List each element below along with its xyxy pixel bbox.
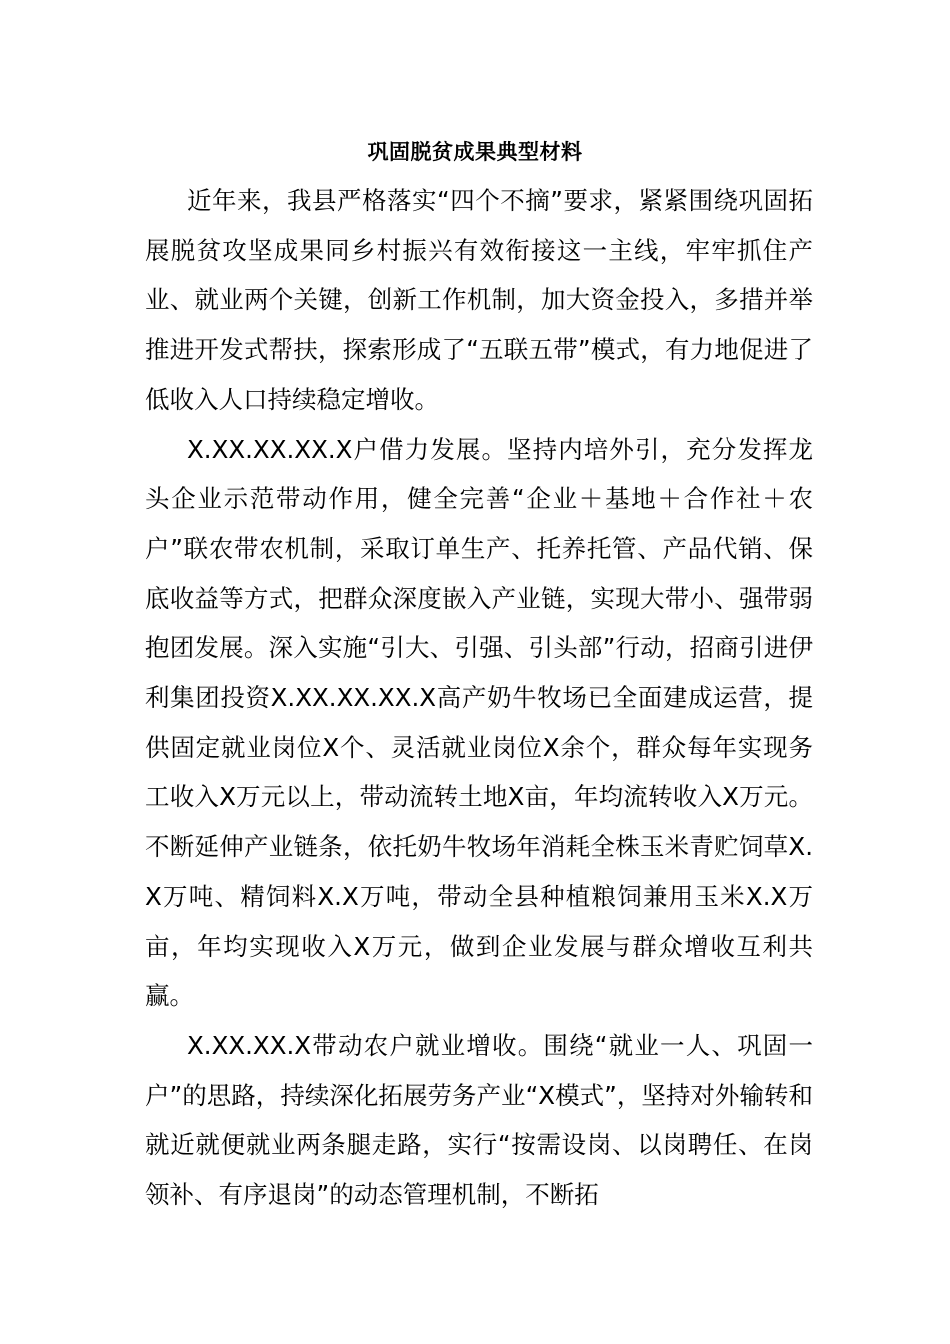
document-body [145, 176, 813, 1220]
paragraph-intro: 近年来，我县严格落实“四个不摘”要求，紧紧围绕巩固拓展脱贫攻坚成果同乡村振兴有效衔接这一主线，牢牢抓住产业、就业两个关键，创新工作机制，加大资金投入，多措并举推进开发式帮扶，探索形成了“五联五带”模式，有力地促进了低收入人口持续稳定增收。 [145, 186, 813, 414]
document-title: 巩固脱贫成果典型材料 [367, 140, 583, 164]
paragraph-employment: X.XX.XX.X带动农户就业增收。围绕“就业一人、巩固一户”的思路，持续深化拓展劳务产业“X模式”，坚持对外输转和就近就便就业两条腿走路，实行“按需设岗、以岗聘任、在岗领补、有序退岗”的动态管理机制，不断拓 [145, 1030, 813, 1210]
paragraph-industry: X.XX.XX.XX.X户借力发展。坚持内培外引，充分发挥龙头企业示范带动作用，健全完善“企业＋基地＋合作社＋农户”联农带农机制，采取订单生产、托养托管、产品代销、保底收益等方式，把群众深度嵌入产业链，实现大带小、强带弱抱团发展。深入实施“引大、引强、引头部”行动，招商引进伊利集团投资X.XX.XX.XX.X高产奶牛牧场已全面建成运营，提供固定就业岗位X个、灵活就业岗位X余个，群众每年实现务工收入X万元以上，带动流转土地X亩，年均流转收入X万元。不断延伸产业链条，依托奶牛牧场年消耗全株玉米青贮饲草X.X万吨、精饲料X.X万吨，带动全县种植粮饲兼用玉米X.X万亩，年均实现收入X万元，做到企业发展与群众增收互利共赢。 [145, 434, 813, 1011]
